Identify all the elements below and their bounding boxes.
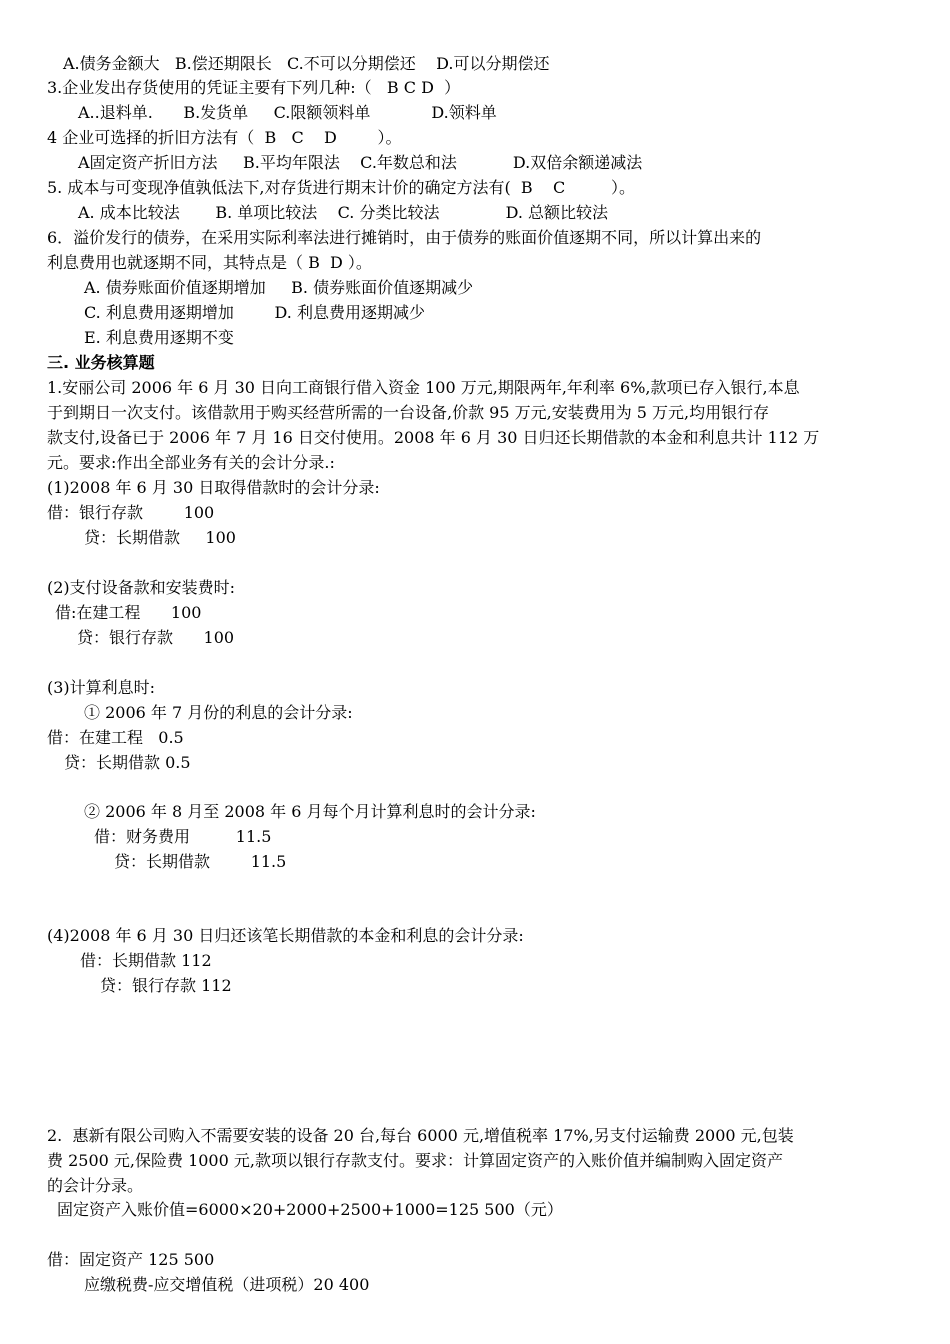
- step-3-1-title: ① 2006 年 7 月份的利息的会计分录:: [84, 703, 353, 722]
- problem-2-line-2: 费 2500 元,保险费 1000 元,款项以银行存款支付。要求：计算固定资产的入账价值并编制购入固定资产: [47, 1151, 783, 1170]
- step-1-debit: 借：银行存款 100: [47, 503, 215, 522]
- step-2-title: (2)支付设备款和安装费时:: [47, 578, 236, 597]
- question-3-options: A..退料单. B.发货单 C.限额领料单 D.领料单: [78, 103, 497, 122]
- step-3-1-debit: 借：在建工程 0.5: [47, 728, 184, 747]
- step-4-title: (4)2008 年 6 月 30 日归还该笔长期借款的本金和利息的会计分录:: [47, 926, 524, 945]
- option-line-1: A.债务金额大 B.偿还期限长 C.不可以分期偿还 D.可以分期偿还: [63, 54, 550, 73]
- step-4-debit: 借：长期借款 112: [80, 951, 212, 970]
- question-3: 3.企业发出存货使用的凭证主要有下列几种:（ B C D ）: [47, 78, 461, 97]
- step-1-title: (1)2008 年 6 月 30 日取得借款时的会计分录:: [47, 478, 380, 497]
- step-1-credit: 贷：长期借款 100: [84, 528, 236, 547]
- question-6-options-ab: A. 债券账面价值逐期增加 B. 债券账面价值逐期减少: [84, 278, 474, 297]
- step-2-debit: 借:在建工程 100: [55, 603, 202, 622]
- question-6-option-e: E. 利息费用逐期不变: [84, 328, 234, 347]
- question-4-options: A固定资产折旧方法 B.平均年限法 C.年数总和法 D.双倍余额递减法: [78, 153, 643, 172]
- question-5: 5. 成本与可变现净值孰低法下,对存货进行期末计价的确定方法有( B C ）。: [47, 178, 635, 197]
- step-3-1-credit: 贷：长期借款 0.5: [64, 753, 191, 772]
- problem-1-line-3: 款支付,设备已于 2006 年 7 月 16 日交付使用。2008 年 6 月 30 日归还长期借款的本金和利息共计 112 万: [47, 428, 820, 447]
- problem-2-debit: 借：固定资产 125 500: [47, 1250, 215, 1269]
- problem-2-line-1: 2. 惠新有限公司购入不需要安装的设备 20 台,每台 6000 元,增值税率 17%,另支付运输费 2000 元,包装: [47, 1126, 794, 1145]
- question-4: 4 企业可选择的折旧方法有（ B C D ）。: [47, 128, 402, 147]
- section-heading: 三. 业务核算题: [47, 353, 155, 372]
- question-6-options-cd: C. 利息费用逐期增加 D. 利息费用逐期减少: [84, 303, 425, 322]
- problem-2-line-3: 的会计分录。: [47, 1176, 144, 1195]
- problem-2-calculation: 固定资产入账价值=6000×20+2000+2500+1000=125 500（元）: [57, 1200, 563, 1219]
- step-3-title: (3)计算利息时:: [47, 678, 156, 697]
- step-3-2-credit: 贷：长期借款 11.5: [114, 852, 287, 871]
- question-5-options: A. 成本比较法 B. 单项比较法 C. 分类比较法 D. 总额比较法: [78, 203, 608, 222]
- step-3-2-debit: 借：财务费用 11.5: [94, 827, 272, 846]
- question-6-line-1: 6．溢价发行的债券，在采用实际利率法进行摊销时，由于债券的账面价值逐期不同，所以计算出来的: [47, 228, 762, 247]
- step-4-credit: 贷：银行存款 112: [100, 976, 232, 995]
- problem-2-debit-tax: 应缴税费-应交增值税（进项税）20 400: [84, 1275, 370, 1294]
- problem-1-line-1: 1.安丽公司 2006 年 6 月 30 日向工商银行借入资金 100 万元,期限两年,年利率 6%,款项已存入银行,本息: [47, 378, 800, 397]
- step-3-2-title: ② 2006 年 8 月至 2008 年 6 月每个月计算利息时的会计分录:: [84, 802, 536, 821]
- problem-1-line-4: 元。要求:作出全部业务有关的会计分录.:: [47, 453, 335, 472]
- step-2-credit: 贷：银行存款 100: [77, 628, 235, 647]
- problem-1-line-2: 于到期日一次支付。该借款用于购买经营所需的一台设备,价款 95 万元,安装费用为 5 万元,均用银行存: [47, 403, 770, 422]
- question-6-line-2: 利息费用也就逐期不同，其特点是（ B D ）。: [47, 253, 372, 272]
